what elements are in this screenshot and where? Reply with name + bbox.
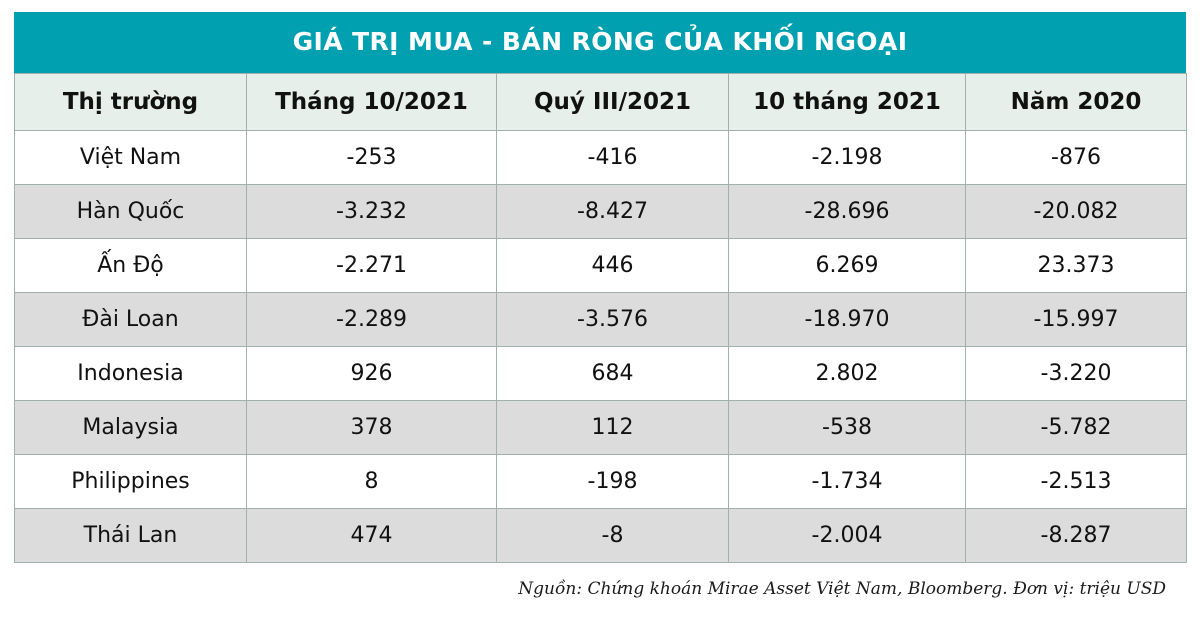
- cell-10-months-2021: -2.004: [729, 508, 966, 562]
- cell-market: Hàn Quốc: [15, 184, 247, 238]
- cell-quarter-3-2021: -8: [497, 508, 729, 562]
- cell-quarter-3-2021: -198: [497, 454, 729, 508]
- cell-year-2020: -2.513: [966, 454, 1187, 508]
- table-row: [15, 346, 1187, 400]
- cell-10-months-2021: 2.802: [729, 346, 966, 400]
- cell-month-10-2021: 378: [247, 400, 497, 454]
- cell-year-2020: -5.782: [966, 400, 1187, 454]
- table-row: [15, 238, 1187, 292]
- column-header-month-10-2021: Tháng 10/2021: [247, 73, 497, 130]
- cell-quarter-3-2021: 684: [497, 346, 729, 400]
- cell-year-2020: -876: [966, 130, 1187, 184]
- cell-10-months-2021: 6.269: [729, 238, 966, 292]
- cell-10-months-2021: -2.198: [729, 130, 966, 184]
- cell-10-months-2021: -538: [729, 400, 966, 454]
- table-header-row: [15, 73, 1187, 130]
- cell-month-10-2021: -3.232: [247, 184, 497, 238]
- cell-month-10-2021: 8: [247, 454, 497, 508]
- cell-10-months-2021: -18.970: [729, 292, 966, 346]
- cell-market: Thái Lan: [15, 508, 247, 562]
- chart-title: GIÁ TRỊ MUA - BÁN RÒNG CỦA KHỐI NGOẠI: [14, 12, 1186, 73]
- table-body: [15, 130, 1187, 562]
- cell-quarter-3-2021: 112: [497, 400, 729, 454]
- cell-10-months-2021: -28.696: [729, 184, 966, 238]
- cell-year-2020: -8.287: [966, 508, 1187, 562]
- cell-10-months-2021: -1.734: [729, 454, 966, 508]
- column-header-market: Thị trường: [15, 73, 247, 130]
- cell-market: Việt Nam: [15, 130, 247, 184]
- cell-quarter-3-2021: -3.576: [497, 292, 729, 346]
- table-row: [15, 292, 1187, 346]
- table-container: [14, 12, 1186, 599]
- cell-market: Philippines: [15, 454, 247, 508]
- cell-year-2020: -3.220: [966, 346, 1187, 400]
- cell-market: Đài Loan: [15, 292, 247, 346]
- cell-month-10-2021: -253: [247, 130, 497, 184]
- table-row: [15, 508, 1187, 562]
- table-row: [15, 454, 1187, 508]
- table-row: [15, 184, 1187, 238]
- cell-market: Ấn Độ: [15, 238, 247, 292]
- column-header-quarter-3-2021: Quý III/2021: [497, 73, 729, 130]
- cell-month-10-2021: 926: [247, 346, 497, 400]
- cell-market: Malaysia: [15, 400, 247, 454]
- cell-month-10-2021: -2.289: [247, 292, 497, 346]
- column-header-year-2020: Năm 2020: [966, 73, 1187, 130]
- table-row: [15, 400, 1187, 454]
- cell-year-2020: 23.373: [966, 238, 1187, 292]
- cell-month-10-2021: 474: [247, 508, 497, 562]
- cell-year-2020: -15.997: [966, 292, 1187, 346]
- cell-market: Indonesia: [15, 346, 247, 400]
- table-header: [15, 73, 1187, 130]
- cell-quarter-3-2021: -8.427: [497, 184, 729, 238]
- column-header-10-months-2021: 10 tháng 2021: [729, 73, 966, 130]
- cell-month-10-2021: -2.271: [247, 238, 497, 292]
- cell-quarter-3-2021: -416: [497, 130, 729, 184]
- foreign-net-trading-table: [14, 73, 1187, 563]
- cell-quarter-3-2021: 446: [497, 238, 729, 292]
- cell-year-2020: -20.082: [966, 184, 1187, 238]
- table-row: [15, 130, 1187, 184]
- source-note: Nguồn: Chứng khoán Mirae Asset Việt Nam, Bloomberg. Đơn vị: triệu USD: [518, 578, 1166, 599]
